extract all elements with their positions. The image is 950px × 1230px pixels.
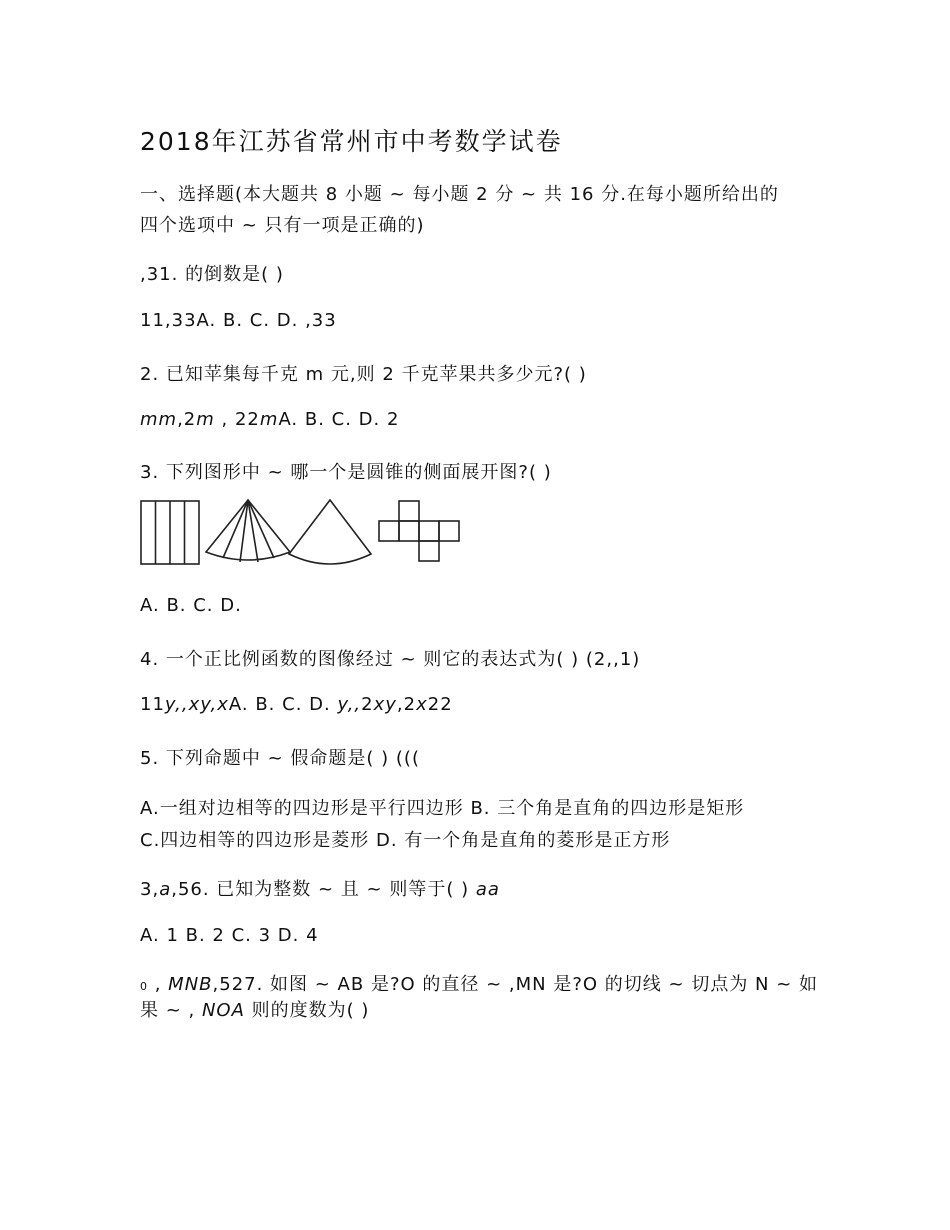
- q1-stem: ,31. 的倒数是( ): [140, 264, 284, 285]
- q7-stem-line-2: [140, 996, 369, 1022]
- q4-stem: 4. 一个正比例函数的图像经过 ~ 则它的表达式为( ) (2,,1): [140, 649, 641, 670]
- q4-opt-i: 22: [427, 694, 453, 715]
- q6-stem: [140, 875, 500, 901]
- q1-options: 11,33A. B. C. D. ,33: [140, 310, 337, 331]
- q6-mid: ,56. 已知为整数 ~ 且 ~ 则等于( ): [171, 879, 476, 900]
- q2-opt-d: , 22: [214, 409, 260, 430]
- q4-opt-c: A. B. C. D.: [228, 694, 338, 715]
- q5-options-line-1: A.一组对边相等的四边形是平行四边形 B. 三个角是直角的四边形是矩形: [140, 798, 745, 819]
- q2-stem: 2. 已知苹集每千克 m 元,则 2 千克苹果共多少元?( ): [140, 364, 587, 385]
- q4-opt-f: xy: [373, 694, 397, 715]
- q2-opt-b: ,2: [177, 409, 197, 430]
- q4-opt-h: x: [416, 694, 428, 715]
- q4-opt-g: ,2: [396, 694, 417, 715]
- q3-figures: [140, 494, 470, 570]
- q7-stem-line-1: [140, 970, 818, 996]
- section-heading-line-2: 四个选项中 ~ 只有一项是正确的): [140, 215, 425, 236]
- q7-var-2: NOA: [201, 1000, 245, 1021]
- q6-pre: 3,: [140, 879, 160, 900]
- figure-d-cube-net: [379, 501, 459, 561]
- q7-mid: ,527. 如图 ~ AB 是?O 的直径 ~ ,MN 是?O 的切线 ~ 切点为 N ~ 如: [212, 974, 819, 995]
- q7-line2-pre: 果 ~ ,: [140, 1000, 202, 1021]
- q5-stem: 5. 下列命题中 ~ 假命题是( ) (((: [140, 748, 420, 769]
- figure-a-rectangle-strips: [141, 501, 199, 564]
- section-heading-line-1: 一、选择题(本大题共 8 小题 ~ 每小题 2 分 ~ 共 16 分.在每小题所给出的: [140, 184, 779, 205]
- q5-options-line-2: C.四边相等的四边形是菱形 D. 有一个角是直角的菱形是正方形: [140, 830, 671, 851]
- q7-pre: ,: [148, 974, 169, 995]
- q4-options: [140, 694, 453, 715]
- page-title: 2018年江苏省常州市中考数学试卷: [140, 127, 563, 156]
- q7-line2-post: 则的度数为( ): [244, 1000, 370, 1021]
- q2-opt-c: m: [196, 409, 215, 430]
- q4-opt-d: y,,: [337, 694, 362, 715]
- q2-opt-f: A. B. C. D. 2: [278, 409, 400, 430]
- q6-var-b: aa: [475, 879, 500, 900]
- q3-options: A. B. C. D.: [140, 595, 242, 616]
- q6-var-a: a: [159, 879, 172, 900]
- q3-stem: 3. 下列图形中 ~ 哪一个是圆锥的侧面展开图?( ): [140, 462, 552, 483]
- figure-c-sector: [289, 500, 371, 564]
- q6-options: A. 1 B. 2 C. 3 D. 4: [140, 925, 319, 946]
- q4-opt-e: 2: [361, 694, 374, 715]
- q7-sup: 0: [140, 980, 148, 993]
- q2-opt-e: m: [259, 409, 279, 430]
- q4-opt-a: 11: [140, 694, 165, 715]
- figure-b-pyramid-net: [206, 500, 290, 562]
- q4-opt-b: y,,xy,x: [164, 694, 229, 715]
- q7-var-1: MNB: [168, 974, 213, 995]
- q2-options: [140, 409, 399, 430]
- q2-opt-a: mm: [140, 409, 178, 430]
